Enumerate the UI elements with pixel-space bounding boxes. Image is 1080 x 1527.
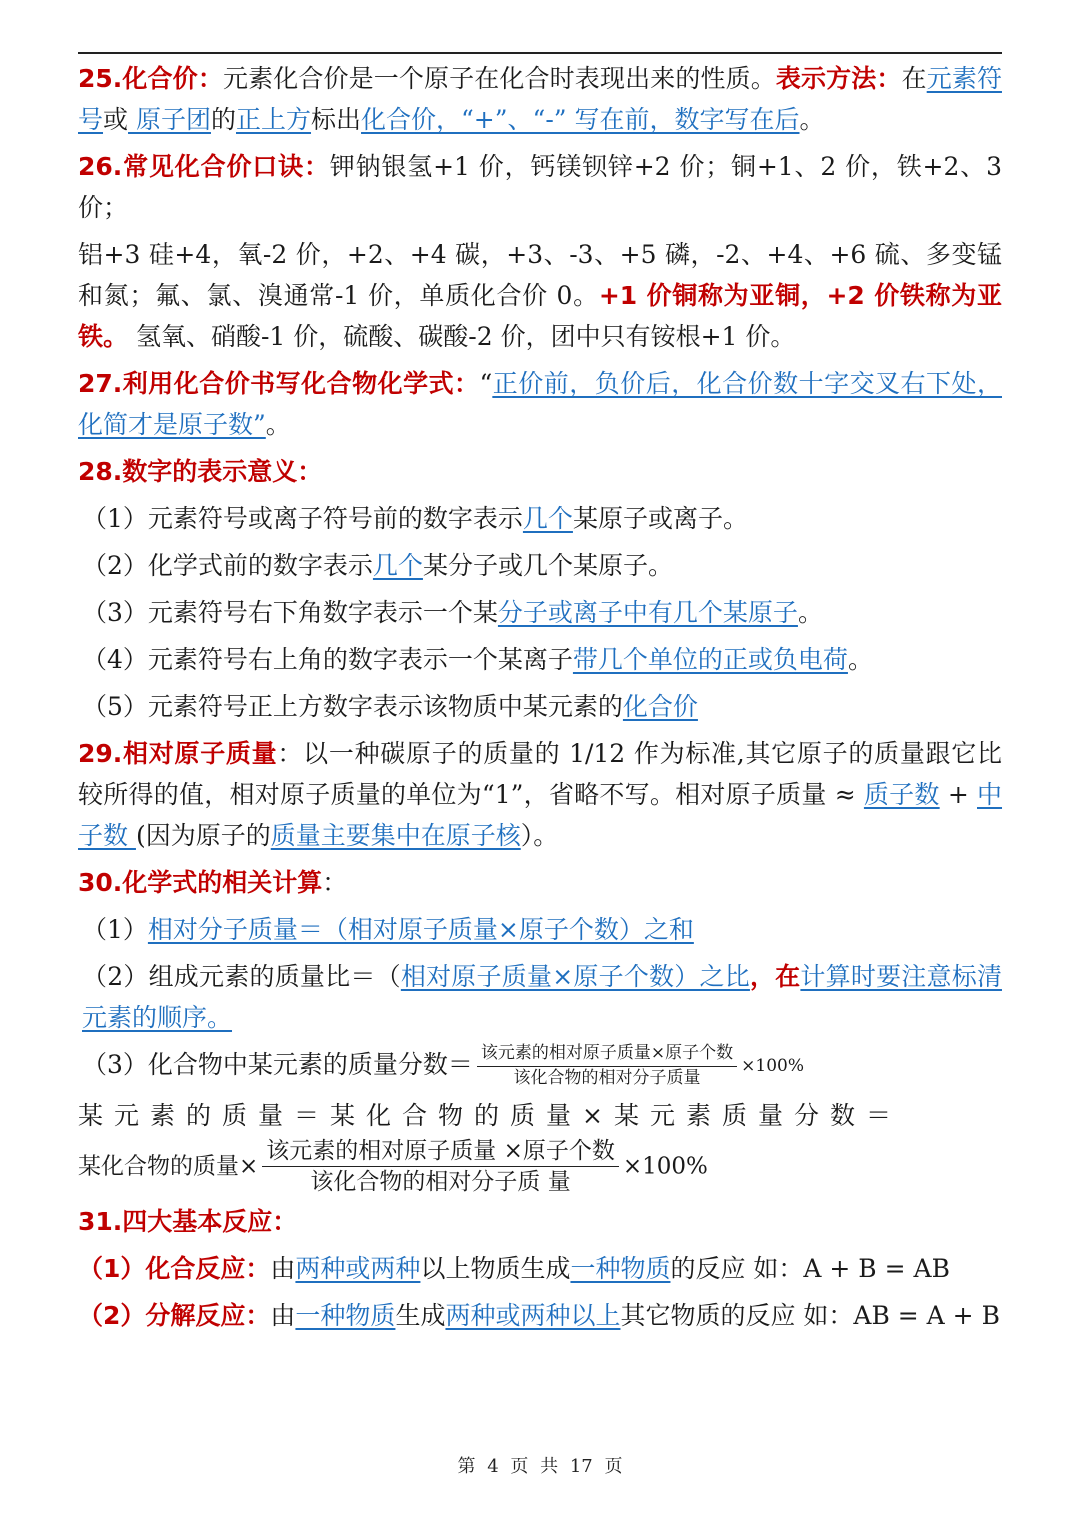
text: （5）元素符号正上方数字表示该物质中某元素的: [82, 692, 623, 721]
subtitle: （2）分解反应：: [78, 1301, 271, 1331]
highlight: 化合价: [622, 692, 698, 721]
item-26: [78, 146, 1002, 228]
highlight: 相对分子质量＝（相对原子质量×原子个数）之和: [147, 915, 694, 944]
text: ×100%: [622, 1152, 708, 1179]
text: 的: [210, 105, 236, 134]
highlight: 正上方: [236, 105, 312, 134]
text: (因为原子的: [135, 821, 271, 850]
item-25-method-label: 表示方法：: [775, 64, 902, 93]
text: 生成: [395, 1301, 446, 1331]
item-28: [78, 451, 1002, 492]
item-31-row-2: [78, 1295, 1002, 1336]
text: 某元素的质量＝某化合物的质量×某元素质量分数＝: [78, 1100, 902, 1130]
text: （3）元素符号右下角数字表示一个某: [82, 598, 498, 627]
item-30-row-4: [78, 1095, 1002, 1136]
text: 铝+3 硅+4，氧-2 价，+2、+4 碳，+3、-3、+5 磷，-2、+4、+6 硫、多变锰和氮；氟、氯、溴通常-1 价，单质化合价 0。: [78, 240, 1002, 310]
highlight: 几个: [372, 551, 423, 580]
item-31: [78, 1201, 1002, 1242]
item-27-title: 27.利用化合价书写化合物化学式：: [78, 369, 480, 398]
text: 以上物质生成: [420, 1254, 571, 1284]
highlight: 带几个单位的正或负电荷: [572, 645, 848, 674]
highlight: 两种或两种: [295, 1254, 421, 1284]
text: +: [939, 780, 977, 809]
highlight: 元素符号: [78, 64, 1002, 134]
text: ）。: [520, 821, 559, 850]
text: 由: [270, 1254, 296, 1284]
item-25: [78, 58, 1002, 140]
text: （4）元素符号右上角的数字表示一个某离子: [82, 645, 573, 674]
fraction-denominator: 该化合物的相对分子质量: [513, 1068, 701, 1088]
item-30-row-1: [78, 909, 1002, 950]
text: ×100%: [741, 1056, 805, 1076]
fraction-numerator: 该元素的相对原子质量 ×原子个数: [262, 1138, 619, 1167]
highlight: 相对原子质量×原子个数）之比: [400, 962, 750, 991]
subtitle: （1）化合反应：: [78, 1254, 271, 1284]
highlight: 中子数: [78, 780, 1003, 850]
item-31-title: 31.四大基本反应：: [78, 1207, 298, 1237]
mass-fraction-formula: [477, 1044, 737, 1088]
item-28-row: [78, 545, 1002, 586]
highlight-red: ，在: [749, 962, 801, 991]
highlight: 质子数: [863, 780, 940, 809]
item-27: [78, 363, 1002, 445]
text: 。: [265, 410, 291, 439]
item-26-title: 26.常见化合价口诀：: [78, 152, 330, 181]
text: 的反应 如：A + B = AB: [670, 1254, 950, 1284]
text: （1）: [82, 915, 148, 944]
highlight: 两种或两种以上: [445, 1301, 621, 1331]
highlight-red: +1 价铜称为亚铜，+2 价铁称为亚铁。: [78, 281, 1003, 351]
highlight: 几个: [522, 504, 573, 533]
highlight: 原子团: [128, 105, 211, 134]
text: “: [479, 369, 493, 398]
item-30-row-3: [78, 1044, 1002, 1089]
text: 氢氧、硝酸-1 价，硫酸、碳酸-2 价，团中只有铵根+1 价。: [128, 322, 796, 351]
item-26-cont: [78, 234, 1002, 357]
page-footer: 第 4 页 共 17 页: [457, 1456, 623, 1477]
highlight: 分子或离子中有几个某原子: [497, 598, 798, 627]
text: 标出: [311, 105, 362, 134]
item-28-row: [78, 592, 1002, 633]
text: 。: [847, 645, 873, 674]
highlight: 一种物质: [570, 1254, 671, 1284]
header-rule: [78, 52, 1002, 54]
fraction-numerator: 该元素的相对原子质量×原子个数: [477, 1044, 737, 1067]
item-30: [78, 862, 1002, 903]
item-29-title: 29.相对原子质量: [78, 739, 278, 768]
text: （1）元素符号或离子符号前的数字表示: [82, 504, 523, 533]
page-content: [78, 58, 1002, 1342]
text: 某化合物的质量×: [78, 1152, 259, 1179]
text: ：: [322, 868, 348, 897]
text: 某分子或几个某原子。: [422, 551, 673, 580]
text: 。: [799, 105, 825, 134]
item-28-row: [78, 639, 1002, 680]
text: 在: [901, 64, 927, 93]
highlight: 一种物质: [295, 1301, 396, 1331]
text: （3）化合物中某元素的质量分数＝: [82, 1050, 473, 1079]
fraction-denominator: 该化合物的相对分子质 量: [310, 1168, 571, 1195]
highlight: 计算时要注意标清元素的顺序。: [82, 962, 1002, 1032]
highlight: 质量主要集中在原子核: [270, 821, 521, 850]
text: 由: [270, 1301, 296, 1331]
item-30-row-2: [78, 956, 1002, 1038]
item-25-text: 元素化合价是一个原子在化合时表现出来的性质。: [222, 64, 776, 93]
item-25-title: 25.化合价：: [78, 64, 223, 93]
text: ：以一种碳原子的质量的 1/12 作为标准,其它原子的质量跟它比较所得的值，相对原子质量的单位为“1”，省略不写。相对原子质量 ≈: [78, 739, 1003, 809]
highlight: 化合价，“+”、“-” 写在前，数字写在后: [361, 105, 800, 134]
text: 其它物质的反应 如：AB = A + B: [620, 1301, 1000, 1331]
element-mass-formula: [262, 1138, 619, 1196]
text: （2）化学式前的数字表示: [82, 551, 373, 580]
text: 或: [103, 105, 129, 134]
text: 。: [797, 598, 823, 627]
highlight: 正价前，负价后，化合价数十字交叉右下处，化简才是原子数”: [78, 369, 1002, 439]
text: 某原子或离子。: [572, 504, 748, 533]
text: 钾钠银氢+1 价，钙镁钡锌+2 价；铜+1、2 价，铁+2、3 价；: [78, 152, 1002, 222]
item-28-row: [78, 498, 1002, 539]
item-28-title: 28.数字的表示意义：: [78, 457, 323, 486]
item-28-row: [78, 686, 1002, 727]
item-29: [78, 733, 1002, 856]
item-30-title: 30.化学式的相关计算: [78, 868, 323, 897]
item-30-row-5: [78, 1138, 1002, 1196]
item-31-row-1: [78, 1248, 1002, 1289]
text: （2）组成元素的质量比＝（: [82, 962, 401, 991]
